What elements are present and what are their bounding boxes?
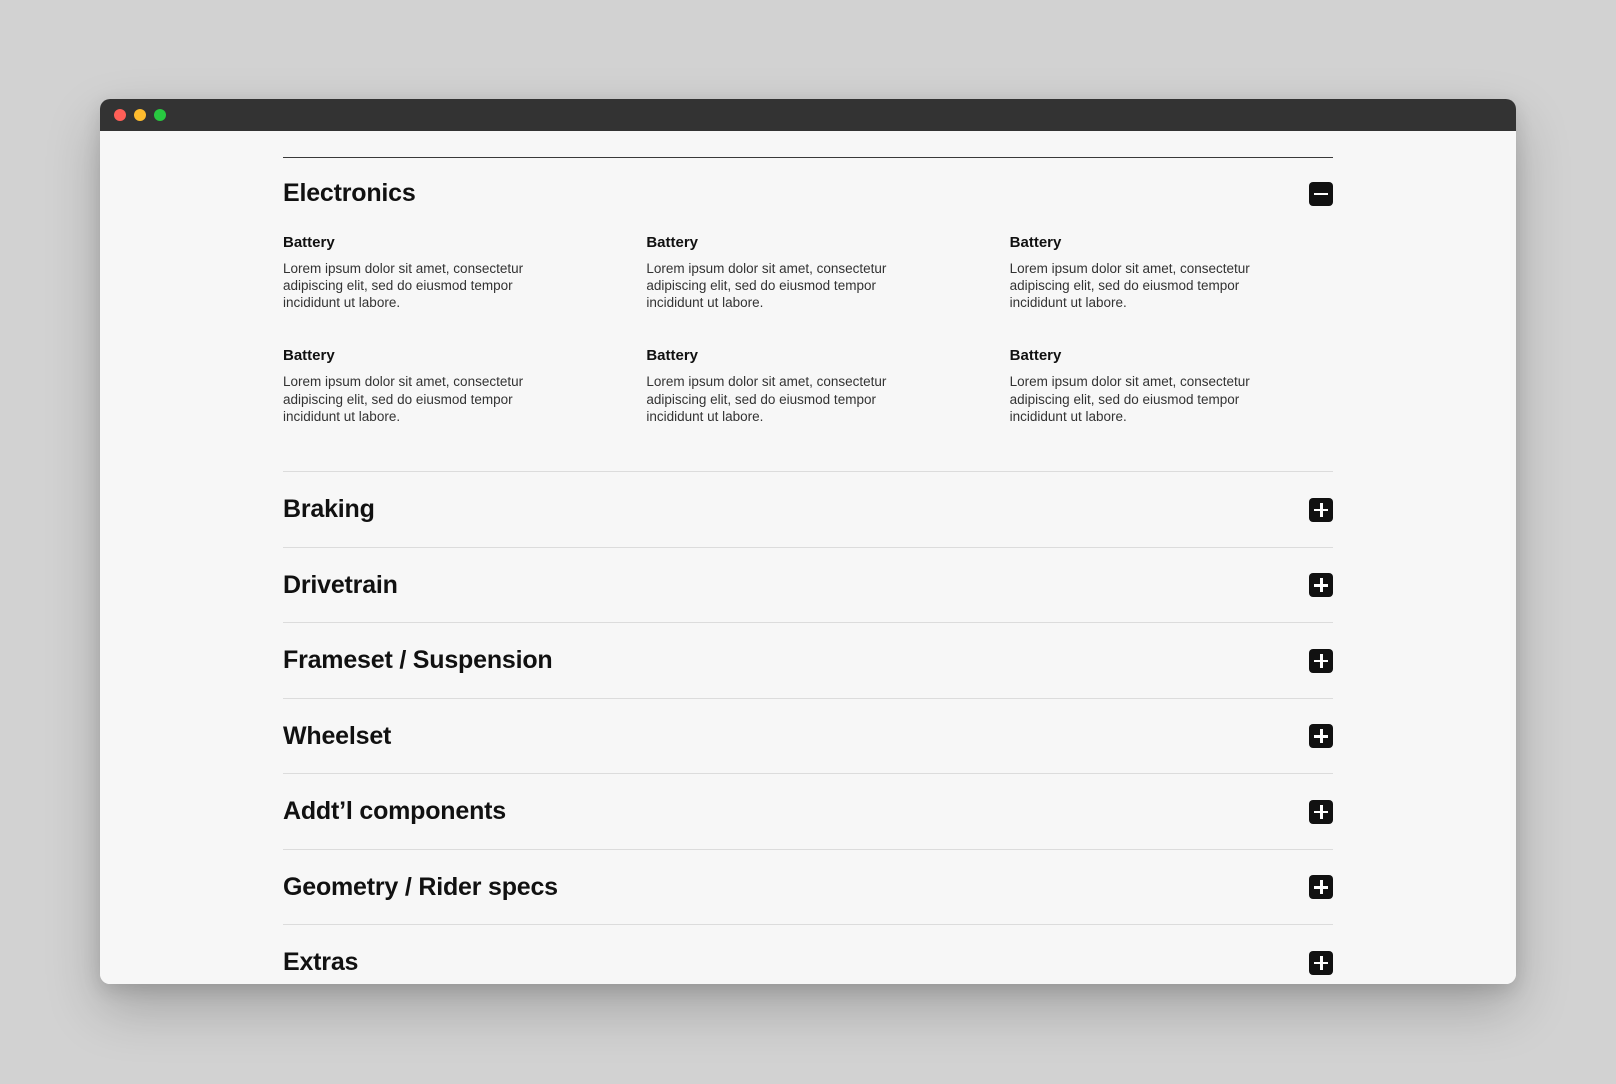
spec-description: Lorem ipsum dolor sit amet, consectetur adipiscing elit, sed do eiusmod tempor incididunt ut labore. — [1009, 260, 1250, 311]
close-window-button[interactable] — [114, 109, 126, 121]
accordion-section-electronics — [283, 158, 1333, 471]
accordion-section-frameset-suspension — [283, 623, 1333, 698]
accordion-section-extras — [283, 925, 1333, 984]
spec-item — [646, 234, 946, 312]
accordion-panel-electronics — [283, 228, 1333, 472]
plus-icon[interactable] — [1309, 649, 1333, 673]
page-content — [100, 131, 1516, 984]
maximize-window-button[interactable] — [154, 109, 166, 121]
accordion-title: Frameset / Suspension — [283, 646, 553, 675]
accordion-header-addtl-components[interactable] — [283, 774, 1333, 849]
accordion-header-geometry-rider-specs[interactable] — [283, 850, 1333, 925]
accordion-header-wheelset[interactable] — [283, 699, 1333, 774]
accordion-title: Wheelset — [283, 721, 392, 750]
minimize-window-button[interactable] — [134, 109, 146, 121]
plus-icon[interactable] — [1309, 724, 1333, 748]
accordion-title: Electronics — [283, 179, 416, 207]
accordion-list — [283, 131, 1333, 984]
accordion-header-electronics[interactable] — [283, 158, 1333, 228]
accordion-section-addtl-components — [283, 774, 1333, 849]
spec-title: Battery — [1009, 347, 1062, 365]
window-titlebar — [100, 99, 1516, 131]
accordion-header-frameset-suspension[interactable] — [283, 623, 1333, 698]
spec-item — [283, 347, 583, 425]
accordion-title: Drivetrain — [283, 570, 398, 599]
accordion-title: Braking — [283, 495, 375, 524]
accordion-title: Addt’l components — [283, 797, 506, 826]
plus-icon[interactable] — [1309, 800, 1333, 824]
accordion-section-wheelset — [283, 699, 1333, 774]
spec-item — [1010, 347, 1310, 425]
accordion-header-extras[interactable] — [283, 925, 1333, 984]
spec-description: Lorem ipsum dolor sit amet, consectetur adipiscing elit, sed do eiusmod tempor incididunt ut labore. — [283, 260, 524, 311]
plus-icon[interactable] — [1309, 573, 1333, 597]
accordion-section-braking — [283, 472, 1333, 547]
accordion-title: Extras — [283, 948, 359, 977]
minus-icon[interactable] — [1309, 182, 1333, 206]
spec-description: Lorem ipsum dolor sit amet, consectetur adipiscing elit, sed do eiusmod tempor incididunt ut labore. — [283, 374, 524, 424]
spec-description: Lorem ipsum dolor sit amet, consectetur adipiscing elit, sed do eiusmod tempor incididunt ut labore. — [1009, 374, 1250, 424]
spec-title: Battery — [283, 233, 335, 251]
spec-title: Battery — [1009, 233, 1062, 251]
plus-icon[interactable] — [1309, 875, 1333, 899]
plus-icon[interactable] — [1309, 498, 1333, 522]
spec-description: Lorem ipsum dolor sit amet, consectetur adipiscing elit, sed do eiusmod tempor incididunt ut labore. — [646, 260, 887, 311]
accordion-title: Geometry / Rider specs — [283, 872, 558, 901]
spec-description: Lorem ipsum dolor sit amet, consectetur adipiscing elit, sed do eiusmod tempor incididunt ut labore. — [646, 374, 887, 424]
spec-item — [283, 234, 583, 312]
spec-title: Battery — [646, 347, 699, 365]
spec-title: Battery — [283, 347, 335, 365]
browser-window — [100, 99, 1516, 984]
accordion-header-braking[interactable] — [283, 472, 1333, 547]
spec-title: Battery — [646, 233, 699, 251]
accordion-section-geometry-rider-specs — [283, 850, 1333, 925]
accordion-section-drivetrain — [283, 548, 1333, 623]
accordion-header-drivetrain[interactable] — [283, 548, 1333, 623]
spec-item — [1010, 234, 1310, 312]
spec-item — [646, 347, 946, 425]
plus-icon[interactable] — [1309, 951, 1333, 975]
